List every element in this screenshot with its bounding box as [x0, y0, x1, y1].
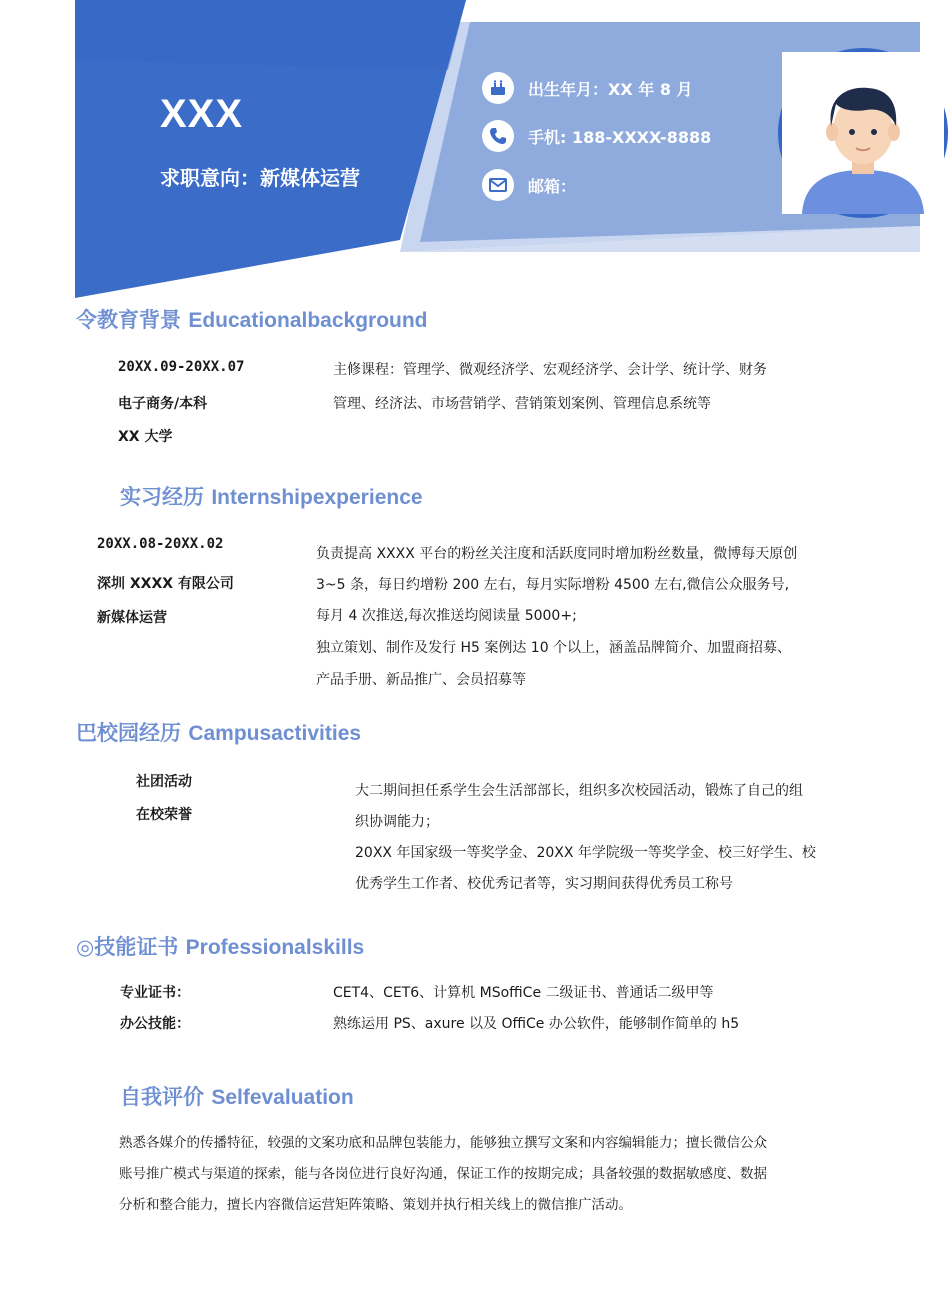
- internship-date: 20XX.08-20XX.02: [97, 536, 224, 552]
- education-title-en: Educationalbackground: [188, 309, 428, 332]
- internship-line: 每月 4 次推送,每次推送均阅读量 5000+;: [316, 608, 577, 624]
- campus-title-cn: 巴校园经历: [76, 721, 181, 745]
- internship-description: [316, 540, 876, 688]
- job-intent: 求职意向：新媒体运营: [160, 166, 360, 190]
- skills-title-cn: ◎技能证书: [76, 935, 179, 959]
- self-line: 熟悉各媒介的传播特征，较强的文案功底和品牌包装能力，能够独立撰写文案和内容编辑能力；擅长微信公众: [119, 1135, 767, 1151]
- campus-line: 20XX 年国家级一等奖学金、20XX 年学院级一等奖学金、校三好学生、校: [355, 845, 816, 861]
- avatar-icon: [782, 52, 944, 214]
- campus-line: 织协调能力；: [355, 814, 439, 830]
- education-major: 电子商务/本科: [118, 396, 208, 412]
- phone-row: [482, 119, 711, 153]
- internship-title: [120, 481, 423, 511]
- campus-line: 优秀学生工作者、校优秀记者等，实习期间获得优秀员工称号: [355, 876, 733, 892]
- cake-icon: [482, 72, 514, 104]
- skills-title: [76, 931, 364, 961]
- skill-label: 办公技能：: [120, 1016, 190, 1032]
- internship-line: 负责提高 XXXX 平台的粉丝关注度和活跃度同时增加粉丝数量，微博每天原创: [316, 546, 798, 562]
- avatar: [778, 48, 948, 218]
- education-school: XX 大学: [118, 429, 173, 445]
- self-title: [120, 1081, 354, 1111]
- internship-title-cn: 实习经历: [120, 485, 204, 509]
- self-line: 分析和整合能力，擅长内容微信运营矩阵策略、策划并执行相关线上的微信推广活动。: [119, 1197, 632, 1213]
- internship-line: 独立策划、制作及发行 H5 案例达 10 个以上，涵盖品牌简介、加盟商招募、: [316, 640, 792, 656]
- candidate-name: XXX: [160, 92, 244, 136]
- education-courses-line: 管理、经济法、市场营销学、营销策划案例、管理信息系统等: [333, 396, 711, 412]
- internship-company: 深圳 XXXX 有限公司: [97, 576, 234, 592]
- internship-title-en: Internshipexperience: [211, 486, 423, 509]
- skill-label: 专业证书：: [120, 985, 190, 1001]
- campus-line: 大二期间担任系学生会生活部部长，组织多次校园活动，锻炼了自己的组: [355, 783, 803, 799]
- campus-label: 社团活动: [136, 774, 192, 790]
- phone-text: 手机: 188-XXXX-8888: [528, 127, 712, 147]
- skills-title-en: Professionalskills: [185, 936, 365, 959]
- campus-title: [76, 717, 361, 747]
- birth-row: [482, 71, 693, 105]
- campus-label: 在校荣誉: [136, 807, 192, 823]
- self-line: 账号推广模式与渠道的探索，能与各岗位进行良好沟通，保证工作的按期完成；具备较强的数据敏感度、数据: [119, 1166, 767, 1182]
- mail-icon: [482, 169, 514, 201]
- education-courses-line: 主修课程：管理学、微观经济学、宏观经济学、会计学、统计学、财务: [333, 362, 767, 378]
- email-row: [482, 168, 576, 202]
- phone-icon: [482, 120, 514, 152]
- skill-value: 熟练运用 PS、axure 以及 OffiCe 办公软件，能够制作简单的 h5: [333, 1016, 740, 1032]
- skill-value: CET4、CET6、计算机 MSoffiCe 二级证书、普通话二级甲等: [333, 985, 714, 1001]
- internship-line: 3~5 条，每日约增粉 200 左右，每月实际增粉 4500 左右,微信公众服务号,: [316, 577, 790, 593]
- self-title-en: Selfevaluation: [211, 1086, 354, 1109]
- email-text: 邮箱：: [528, 176, 577, 196]
- education-title-cn: 令教育背景: [76, 308, 181, 332]
- internship-role: 新媒体运营: [97, 610, 167, 626]
- internship-line: 产品手册、新品推广、会员招募等: [316, 672, 526, 688]
- self-title-cn: 自我评价: [120, 1085, 204, 1109]
- education-date: 20XX.09-20XX.07: [118, 359, 245, 375]
- campus-title-en: Campusactivities: [188, 722, 362, 745]
- campus-description: [355, 777, 875, 892]
- birth-text: 出生年月：XX 年 8 月: [528, 79, 693, 99]
- education-title: [76, 304, 428, 334]
